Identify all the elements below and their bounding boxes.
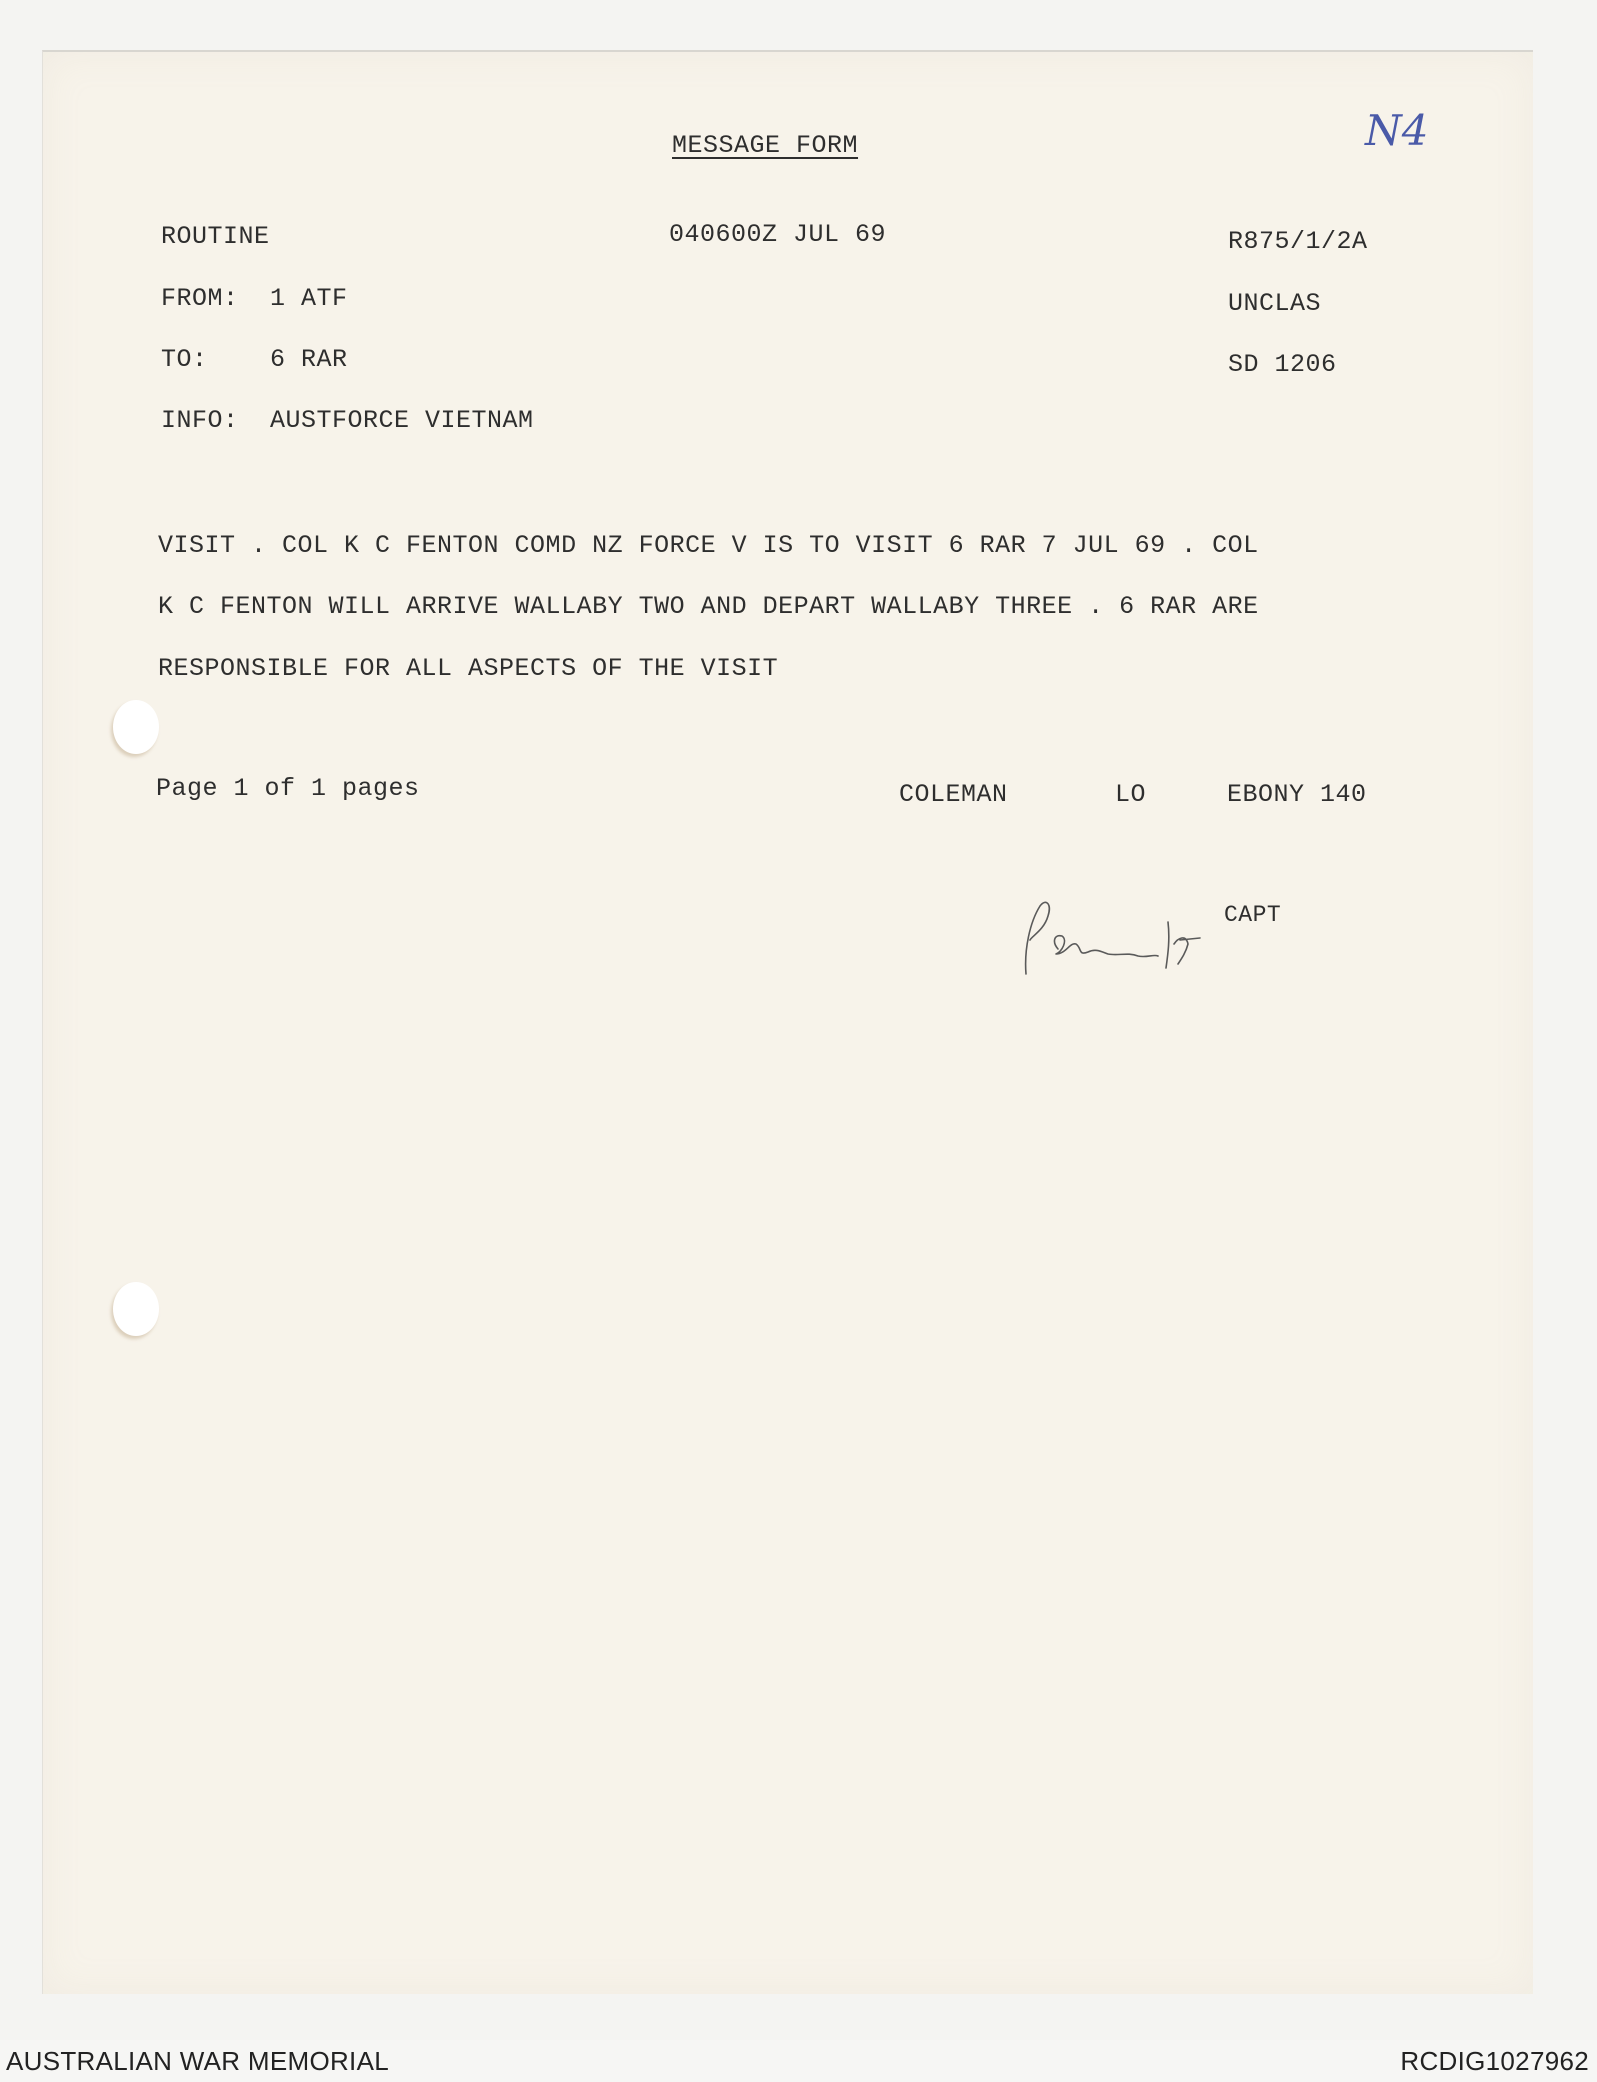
serial-number: SD 1206 xyxy=(1228,350,1337,379)
message-line-2: K C FENTON WILL ARRIVE WALLABY TWO AND DEPART WALLABY THREE . 6 RAR ARE xyxy=(158,592,1259,621)
signatory-rank: CAPT xyxy=(1224,902,1282,928)
form-title: MESSAGE FORM xyxy=(672,131,859,160)
originator-appointment: LO xyxy=(1115,780,1147,809)
to-value: 6 RAR xyxy=(270,345,348,374)
handwritten-signature xyxy=(1018,894,1258,984)
message-line-3: RESPONSIBLE FOR ALL ASPECTS OF THE VISIT xyxy=(158,654,779,683)
from-value: 1 ATF xyxy=(270,284,348,313)
message-form-sheet xyxy=(42,50,1533,1994)
page-info: Page 1 of 1 pages xyxy=(156,774,420,803)
classification: UNCLAS xyxy=(1228,289,1322,318)
handwritten-folio-number: N4 xyxy=(1365,106,1429,155)
precedence: ROUTINE xyxy=(161,222,270,251)
telephone-number: EBONY 140 xyxy=(1227,780,1367,809)
punch-hole-upper xyxy=(113,700,159,754)
info-label: INFO: xyxy=(161,406,239,435)
from-label: FROM: xyxy=(161,284,239,313)
info-value: AUSTFORCE VIETNAM xyxy=(270,406,534,435)
punch-hole-lower xyxy=(113,1282,159,1336)
originator-name: COLEMAN xyxy=(899,780,1008,809)
archive-institution: AUSTRALIAN WAR MEMORIAL xyxy=(6,2046,389,2076)
reference-number: R875/1/2A xyxy=(1228,227,1368,256)
to-label: TO: xyxy=(161,345,208,374)
datetime-group: 040600Z JUL 69 xyxy=(669,220,887,249)
message-line-1: VISIT . COL K C FENTON COMD NZ FORCE V IS TO VISIT 6 RAR 7 JUL 69 . COL xyxy=(158,531,1259,560)
archive-record-id: RCDIG1027962 xyxy=(1400,2046,1589,2076)
